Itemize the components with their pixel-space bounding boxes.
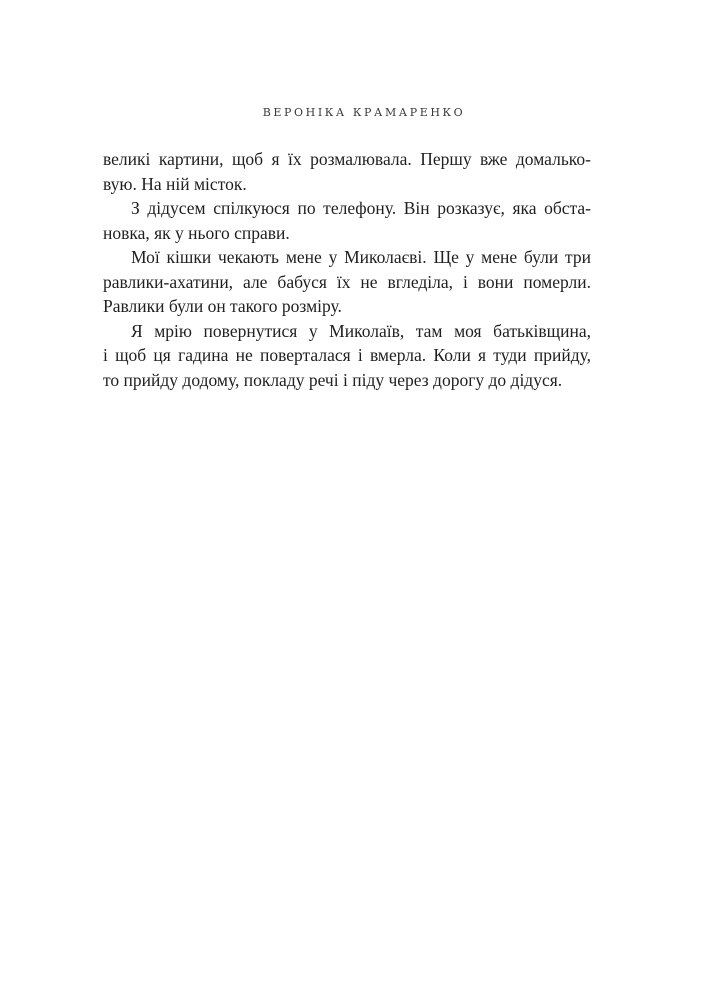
body-text: [103, 147, 591, 392]
paragraph-4: [103, 319, 591, 393]
text-line: Мої кішки чекають мене у Миколаєві. Ще у мене були три: [131, 247, 591, 267]
text-line: равлики-ахатини, але бабуся їх не вгледіла, і вони померли.: [103, 271, 591, 292]
paragraph-3: [103, 245, 591, 319]
paragraph-1: [103, 147, 591, 196]
text-line: і щоб ця гадина не поверталася і вмерла. Коли я туди прийду,: [103, 345, 591, 365]
paragraph-2: [103, 196, 591, 245]
text-line: великі картини, щоб я їх розмалювала. Першу вже домалько-: [103, 149, 591, 169]
text-line: то прийду додому, покладу речі і піду через дорогу до дідуся.: [103, 369, 563, 390]
running-head-author: ВЕРОНІКА КРАМАРЕНКО: [262, 106, 466, 119]
text-line: вую. На ній місток.: [103, 173, 247, 194]
text-line: З дідусем спілкуюся по телефону. Він розказує, яка обста-: [131, 198, 591, 218]
text-line: Я мрію повернутися у Миколаїв, там моя батьківщина,: [131, 320, 591, 341]
text-line: новка, як у нього справи.: [103, 222, 290, 243]
text-line: Равлики були он такого розміру.: [103, 296, 342, 316]
